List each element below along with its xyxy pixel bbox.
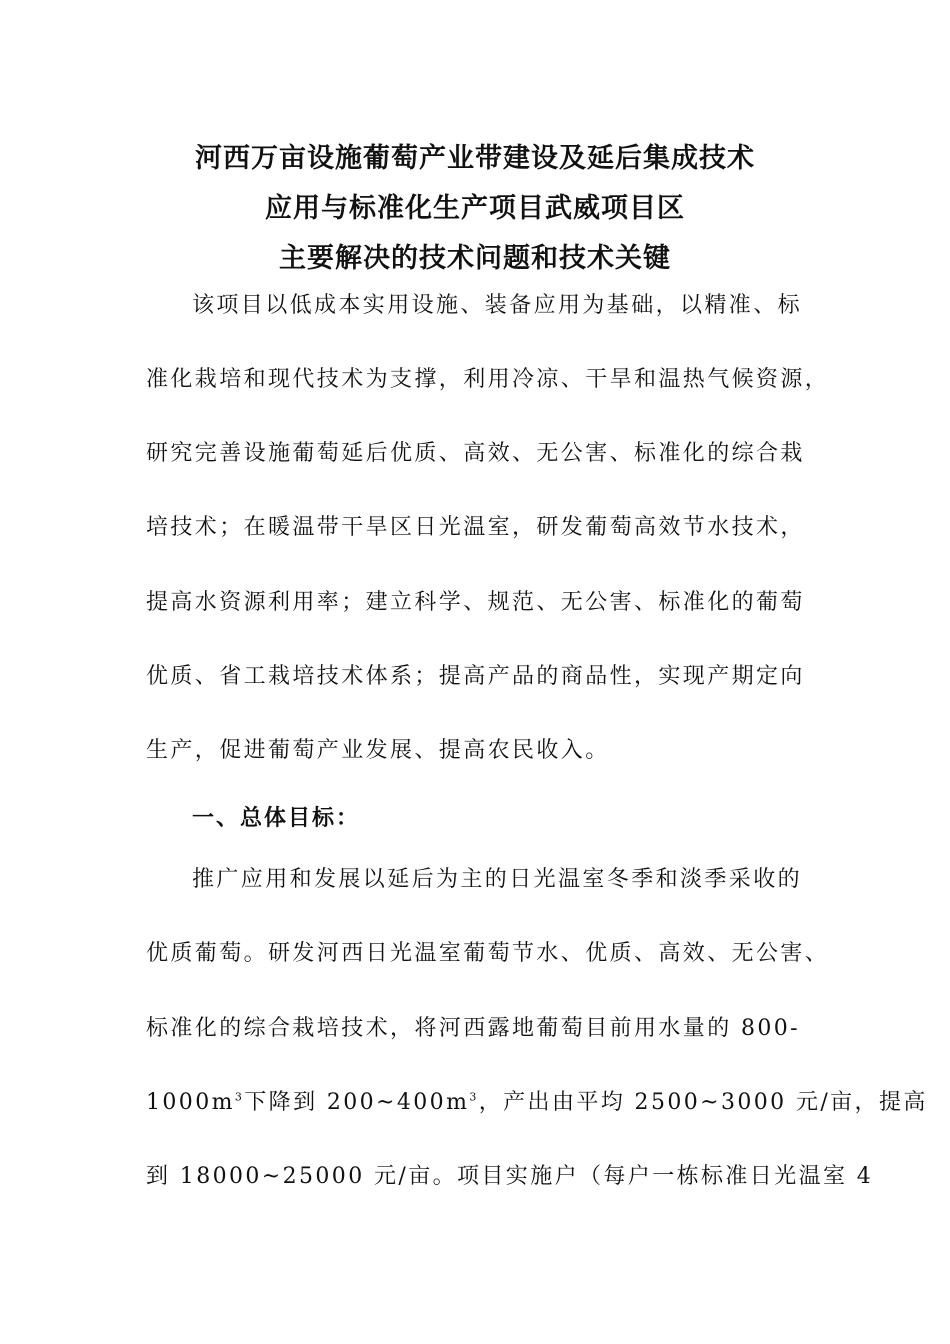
paragraph-line: [146, 1085, 928, 1116]
text-run: ，产出由平均 2500~3000 元/亩，提高: [478, 1090, 928, 1115]
text-run: 1000m: [146, 1090, 235, 1115]
paragraph-line: 准化栽培和现代技术为支撑，利用冷凉、干旱和温热气候资源，: [146, 367, 830, 392]
paragraph-line: 生产，促进葡萄产业发展、提高农民收入。: [146, 738, 610, 763]
paragraph-line: 标准化的综合栽培技术，将河西露地葡萄目前用水量的 800-: [146, 1016, 801, 1041]
document-title-line-2: 应用与标准化生产项目武威项目区: [265, 193, 685, 224]
paragraph-line: 培技术；在暖温带干旱区日光温室，研发葡萄高效节水技术，: [146, 515, 805, 540]
paragraph-line: 到 18000~25000 元/亩。项目实施户（每户一栋标准日光温室 4: [146, 1164, 874, 1189]
paragraph-line: 该项目以低成本实用设施、装备应用为基础，以精准、标: [192, 293, 803, 318]
superscript: 3: [234, 1090, 245, 1104]
paragraph-line: 优质葡萄。研发河西日光温室葡萄节水、优质、高效、无公害、: [146, 941, 830, 966]
text-run: 下降到 200~400m: [244, 1090, 470, 1115]
paragraph-line: 提高水资源利用率；建立科学、规范、无公害、标准化的葡萄: [146, 590, 805, 615]
paragraph-line: 优质、省工栽培技术体系；提高产品的商品性，实现产期定向: [146, 664, 805, 689]
document-title-line-1: 河西万亩设施葡萄产业带建设及延后集成技术: [195, 143, 755, 174]
paragraph-line: 研究完善设施葡萄延后优质、高效、无公害、标准化的综合栽: [146, 441, 805, 466]
superscript: 3: [469, 1090, 479, 1104]
document-title-line-3: 主要解决的技术问题和技术关键: [279, 243, 671, 274]
section-heading: 一、总体目标：: [192, 806, 361, 831]
paragraph-line: 推广应用和发展以延后为主的日光温室冬季和淡季采收的: [192, 867, 803, 892]
